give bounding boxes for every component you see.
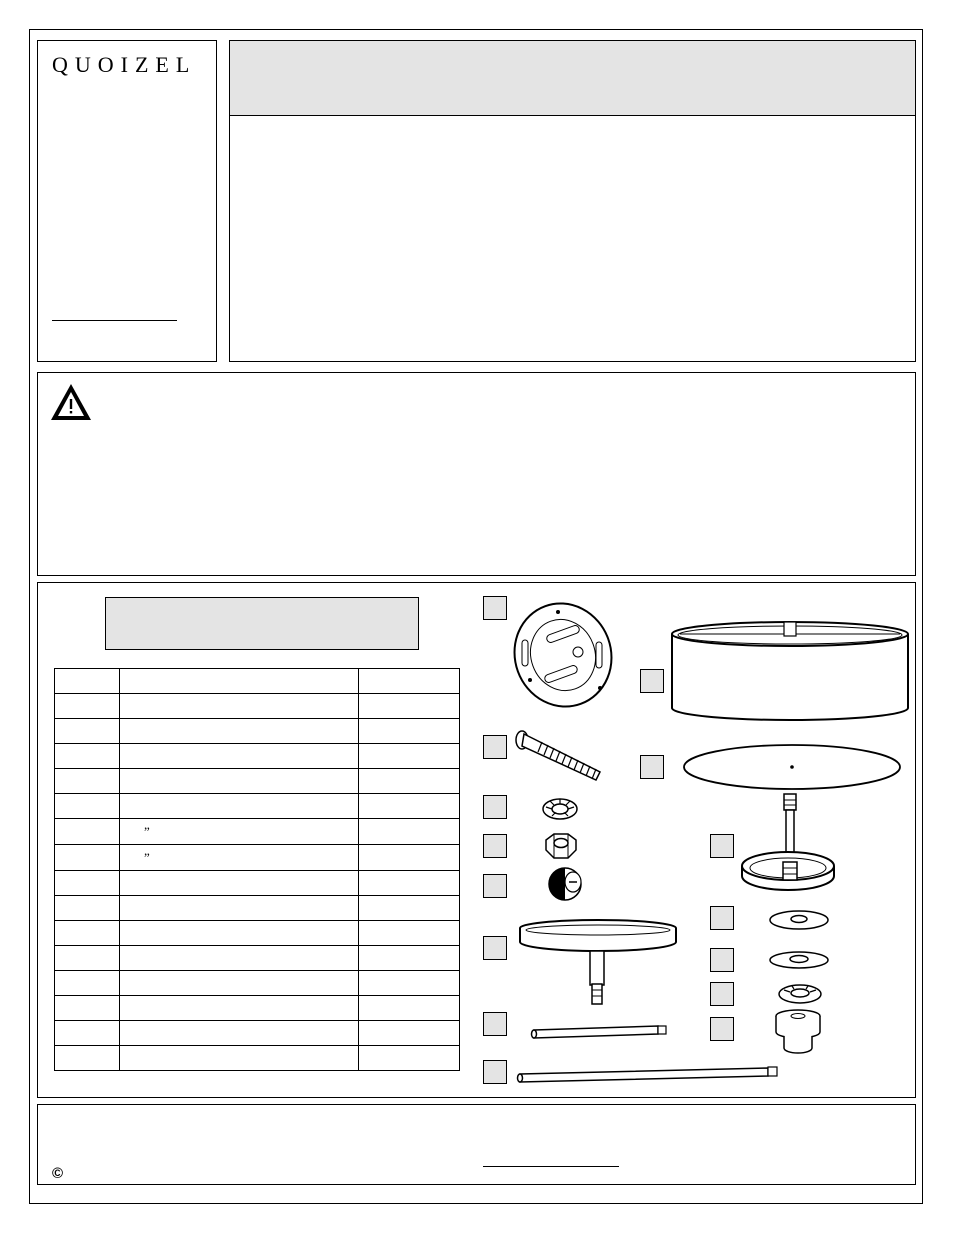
table-row <box>55 996 460 1021</box>
table-cell-c3 <box>359 871 460 896</box>
table-cell-c2 <box>120 996 359 1021</box>
table-cell-c1 <box>55 946 120 971</box>
ref-box-4 <box>483 834 507 858</box>
table-row <box>55 971 460 996</box>
brand-logo: QUOIZEL <box>52 52 197 77</box>
table-cell-c2: ” <box>120 819 359 845</box>
table-row <box>55 744 460 769</box>
drum-shade-illustration <box>668 612 912 724</box>
ref-box-1 <box>483 596 507 620</box>
table-cell-c3 <box>359 669 460 694</box>
ref-box-15 <box>710 1017 734 1041</box>
ref-box-5 <box>483 874 507 898</box>
table-cell-c3 <box>359 1021 460 1046</box>
table-cell-c2 <box>120 871 359 896</box>
ref-box-3 <box>483 795 507 819</box>
table-cell-c2 <box>120 769 359 794</box>
table-cell-c1 <box>55 996 120 1021</box>
ref-box-8 <box>483 1060 507 1084</box>
canopy-illustration <box>516 918 680 1014</box>
socket-cup-illustration <box>770 1008 826 1056</box>
long-rod-illustration <box>516 1062 782 1086</box>
table-cell-c3 <box>359 819 460 845</box>
parts-heading-band <box>105 597 419 650</box>
hex-nut-illustration <box>540 830 580 862</box>
table-cell-c2 <box>120 1021 359 1046</box>
table-cell-c3 <box>359 719 460 744</box>
table-cell-c3 <box>359 996 460 1021</box>
table-cell-c2 <box>120 971 359 996</box>
table-cell-c3 <box>359 845 460 871</box>
table-row <box>55 719 460 744</box>
ref-box-12 <box>710 906 734 930</box>
star-washer-illustration <box>540 795 580 823</box>
ref-box-6 <box>483 936 507 960</box>
ref-box-2 <box>483 735 507 759</box>
table-row <box>55 1046 460 1071</box>
ref-box-14 <box>710 982 734 1006</box>
warning-triangle-icon <box>49 382 93 422</box>
warning-box <box>37 372 916 576</box>
table-cell-c1 <box>55 694 120 719</box>
table-cell-c1 <box>55 871 120 896</box>
brand-underline <box>52 320 177 321</box>
table-cell-c3 <box>359 694 460 719</box>
table-cell-c3 <box>359 744 460 769</box>
table-cell-c1 <box>55 794 120 819</box>
lock-washer-illustration <box>776 980 824 1008</box>
table-row <box>55 769 460 794</box>
footer-box <box>37 1104 916 1185</box>
mounting-plate-illustration <box>508 600 618 710</box>
table-row <box>55 694 460 719</box>
table-cell-c1 <box>55 1046 120 1071</box>
parts-table <box>54 668 460 1071</box>
title-band <box>229 40 916 116</box>
table-cell-c1 <box>55 971 120 996</box>
table-cell-c3 <box>359 921 460 946</box>
table-cell-c2 <box>120 1046 359 1071</box>
ref-box-7 <box>483 1012 507 1036</box>
table-cell-c3 <box>359 794 460 819</box>
table-cell-c2 <box>120 794 359 819</box>
table-cell-c1 <box>55 719 120 744</box>
ref-box-11 <box>710 834 734 858</box>
table-cell-c2 <box>120 896 359 921</box>
table-row <box>55 669 460 694</box>
table-cell-c1 <box>55 669 120 694</box>
table-row <box>55 845 460 871</box>
table-row <box>55 794 460 819</box>
table-row <box>55 896 460 921</box>
table-row <box>55 819 460 845</box>
short-rod-illustration <box>530 1022 670 1042</box>
table-cell-c1 <box>55 1021 120 1046</box>
footer-underline <box>483 1166 619 1167</box>
threaded-screw-illustration <box>512 730 608 790</box>
table-cell-c1 <box>55 921 120 946</box>
table-cell-c3 <box>359 896 460 921</box>
diffuser-disc-illustration <box>682 742 902 792</box>
table-cell-c1 <box>55 819 120 845</box>
flat-washer-small-illustration <box>768 947 830 973</box>
table-cell-c3 <box>359 1046 460 1071</box>
table-cell-c2 <box>120 744 359 769</box>
table-cell-c3 <box>359 971 460 996</box>
table-cell-c2: ” <box>120 845 359 871</box>
table-cell-c2 <box>120 946 359 971</box>
table-cell-c2 <box>120 719 359 744</box>
table-cell-c1 <box>55 896 120 921</box>
table-cell-c2 <box>120 669 359 694</box>
table-cell-c1 <box>55 769 120 794</box>
table-cell-c3 <box>359 946 460 971</box>
ref-box-13 <box>710 948 734 972</box>
table-row <box>55 921 460 946</box>
ring-fitter-illustration <box>740 792 836 896</box>
ref-box-9 <box>640 669 664 693</box>
table-cell-c1 <box>55 744 120 769</box>
table-row <box>55 871 460 896</box>
knurled-cap-illustration <box>545 864 589 904</box>
table-cell-c3 <box>359 769 460 794</box>
copyright-mark: © <box>52 1165 64 1182</box>
table-row <box>55 1021 460 1046</box>
table-cell-c1 <box>55 845 120 871</box>
table-cell-c2 <box>120 921 359 946</box>
table-row <box>55 946 460 971</box>
table-cell-c2 <box>120 694 359 719</box>
ref-box-10 <box>640 755 664 779</box>
brand-box <box>37 40 217 362</box>
flat-washer-large-illustration <box>768 906 830 934</box>
